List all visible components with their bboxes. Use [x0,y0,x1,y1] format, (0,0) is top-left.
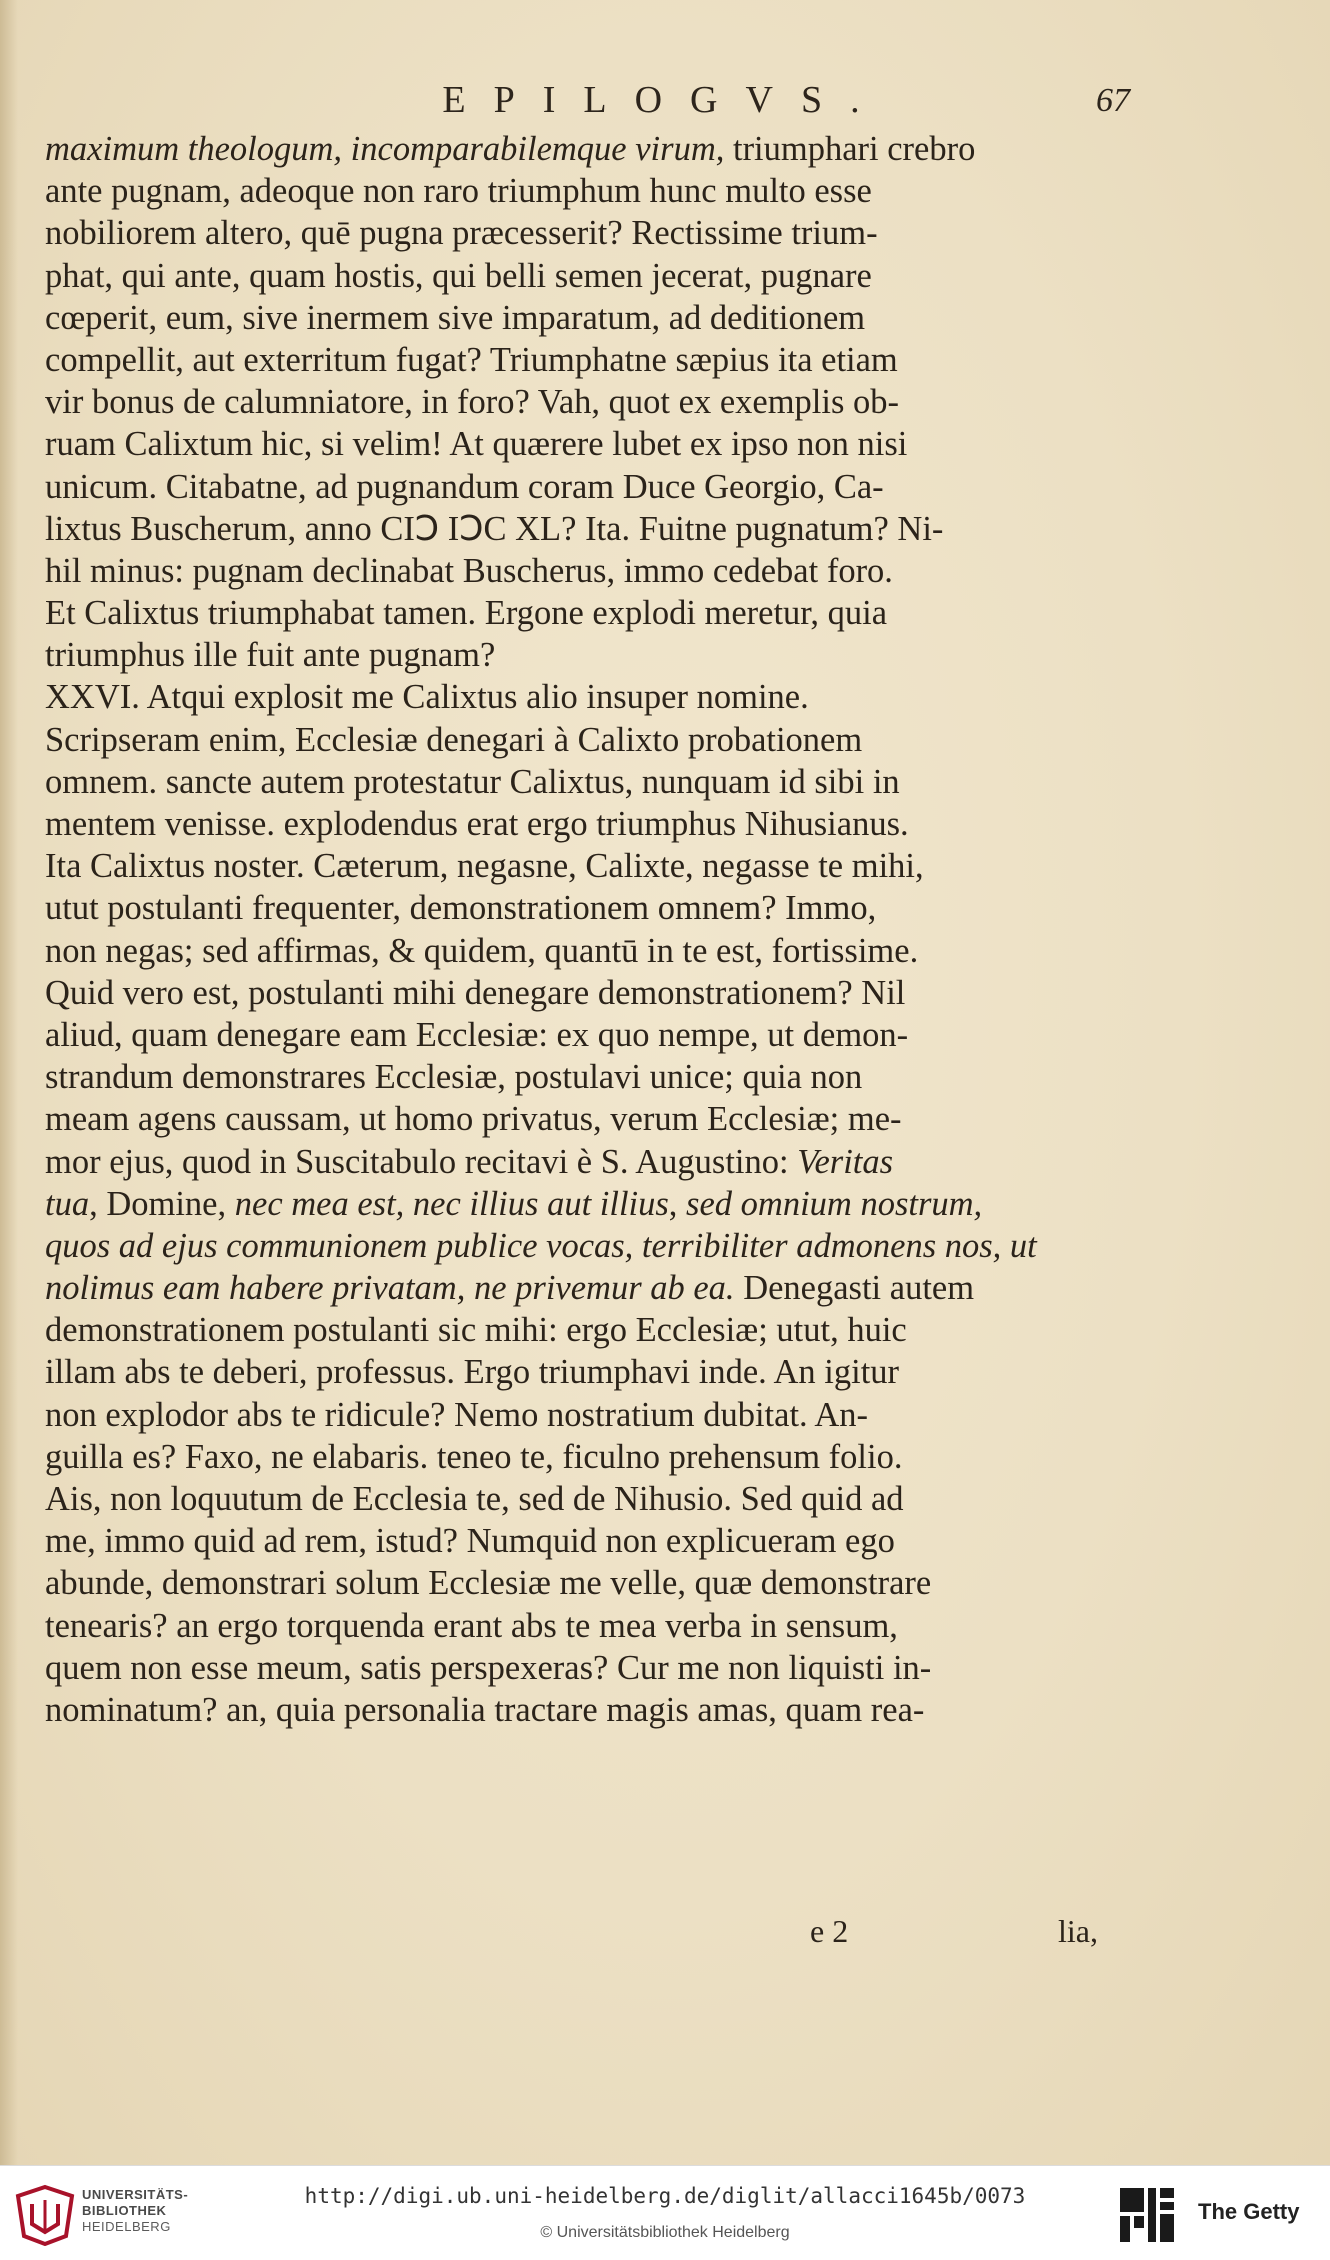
text-line [45,634,1135,676]
page-header [0,78,1330,128]
text-run: , [668,1184,687,1223]
text-run: nobiliorem altero, quē pugna præcesserit? Rectissime trium- [45,214,878,253]
text-line [45,1267,1135,1309]
text-run: tenearis? an ergo torquenda erant abs te mea verba in sensum, [45,1606,898,1645]
text-line [45,1141,1135,1183]
page-number: 67 [1096,82,1130,119]
text-line [45,845,1135,887]
text-run: hil minus: pugnam declinabat Buscherus, immo cedebat foro. [45,551,893,590]
text-run: Ita Calixtus noster. Cæterum, negasne, Calixte, negasse te mihi, [45,847,924,886]
text-line [45,719,1135,761]
text-line [45,128,1135,170]
text-line [45,930,1135,972]
text-line [45,466,1135,508]
italic-text-run: quos ad ejus communionem publice vocas, terribiliter admonens nos, ut [45,1226,1037,1265]
text-run: cœperit, eum, sive inermem sive imparatum, ad deditionem [45,298,866,337]
text-run: strandum demonstrares Ecclesiæ, postulavi unice; quia non [45,1058,863,1097]
text-run: non negas; sed affirmas, & quidem, quantū in te est, fortissime. [45,931,919,970]
text-run: lixtus Buscherum, anno CIↃ IↃC XL? Ita. Fuitne pugnatum? Ni- [45,509,944,548]
text-run: compellit, aut exterritum fugat? Triumphatne sæpius ita etiam [45,340,898,379]
text-line [45,381,1135,423]
text-run: illam abs te deberi, professus. Ergo triumphavi inde. An igitur [45,1353,900,1392]
text-run: non explodor abs te ridicule? Nemo nostratium dubitat. An- [45,1395,869,1434]
italic-text-run: nolimus eam habere privatam, ne privemur ab ea. [45,1269,735,1308]
text-run: ante pugnam, adeoque non raro triumphum hunc multo esse [45,172,872,211]
text-run: abunde, demonstrari solum Ecclesiæ me velle, quæ demonstrare [45,1564,932,1603]
text-line [45,1520,1135,1562]
text-line [45,1351,1135,1393]
signature-mark: e 2 [810,1913,849,1949]
text-run: XXVI. Atqui explosit me Calixtus alio insuper nomine. [45,678,809,717]
text-run: Ais, non loquutum de Ecclesia te, sed de Nihusio. Sed quid ad [45,1480,904,1518]
italic-text-run: sed omnium nostrum, [686,1184,983,1223]
body-text [45,128,1135,1731]
text-run: Denegasti autem [734,1269,975,1308]
text-line [45,803,1135,845]
italic-text-run: nec mea est, nec illius aut illius [234,1184,669,1223]
text-line [45,212,1135,254]
text-line [45,761,1135,803]
text-line [45,592,1135,634]
text-run: demonstrationem postulanti sic mihi: ergo Ecclesiæ; utut, huic [45,1311,907,1350]
page-foot [0,1913,1330,1953]
text-line [45,1014,1135,1056]
text-line [45,1478,1135,1520]
italic-text-run: Veritas [797,1142,894,1181]
text-run: Scripseram enim, Ecclesiæ denegari à Calixto probationem [45,720,863,759]
text-run: phat, qui ante, quam hostis, qui belli semen jecerat, pugnare [45,256,872,295]
text-line [45,1309,1135,1351]
library-name-line: BIBLIOTHEK [82,2203,167,2218]
text-line [45,339,1135,381]
text-run: nominatum? an, quia personalia tractare magis amas, quam rea- [45,1690,925,1729]
page-gutter-shadow [0,0,18,2165]
text-run: , Domine, [89,1184,235,1223]
text-line [45,1689,1135,1731]
copyright-notice: © Universitätsbibliothek Heidelberg [540,2224,790,2241]
text-line [45,972,1135,1014]
text-run: Et Calixtus triumphabat tamen. Ergone explodi meretur, quia [45,594,888,633]
partner-name: The Getty [1198,2199,1300,2224]
text-line [45,887,1135,929]
text-run: unicum. Citabatne, ad pugnandum coram Duce Georgio, Ca- [45,467,884,506]
text-run: utut postulanti frequenter, demonstrationem omnem? Immo, [45,889,877,928]
text-run: triumphari crebro [724,130,976,168]
text-run: ruam Calixtum hic, si velim! At quærere lubet ex ipso non nisi [45,425,908,464]
text-line [45,423,1135,465]
italic-text-run: tua [45,1184,90,1223]
text-line [45,1394,1135,1436]
viewer-footer [0,2165,1330,2260]
library-name-line: UNIVERSITÄTS- [82,2187,189,2202]
permalink-url[interactable]: http://digi.ub.uni-heidelberg.de/diglit/allacci1645b/0073 [304,2184,1026,2208]
text-run: Quid vero est, postulanti mihi denegare demonstrationem? Nil [45,973,906,1012]
text-run: mor ejus, quod in Suscitabulo recitavi è S. Augustino: [45,1142,798,1181]
text-run: mentem venisse. explodendus erat ergo triumphus Nihusianus. [45,805,909,843]
text-line [45,1562,1135,1604]
text-run: omnem. sancte autem protestatur Calixtus, nunquam id sibi in [45,762,900,801]
library-name-line: HEIDELBERG [82,2219,171,2234]
text-line [45,1098,1135,1140]
text-line [45,550,1135,592]
text-run: triumphus ille fuit ante pugnam? [45,636,496,675]
italic-text-run: maximum theologum, incomparabilemque virum, [45,130,725,168]
text-run: vir bonus de calumniatore, in foro? Vah, quot ex exemplis ob- [45,383,899,422]
text-line [45,255,1135,297]
getty-logo-icon[interactable] [1118,2186,1176,2244]
text-run: me, immo quid ad rem, istud? Numquid non explicueram ego [45,1522,895,1561]
text-line [45,1183,1135,1225]
text-line [45,508,1135,550]
text-run: guilla es? Faxo, ne elabaris. teneo te, ficulno prehensum folio. [45,1437,903,1476]
catchword: lia, [1058,1913,1098,1949]
text-line [45,1056,1135,1098]
text-line [45,1647,1135,1689]
text-line [45,297,1135,339]
text-line [45,1225,1135,1267]
text-line [45,170,1135,212]
text-line [45,1605,1135,1647]
running-head: EPILOGVS. [442,79,888,121]
text-line [45,1436,1135,1478]
text-run: quem non esse meum, satis perspexeras? Cur me non liquisti in- [45,1648,932,1687]
text-run: aliud, quam denegare eam Ecclesiæ: ex quo nempe, ut demon- [45,1015,909,1054]
text-line [45,676,1135,718]
text-run: meam agens caussam, ut homo privatus, verum Ecclesiæ; me- [45,1100,902,1139]
